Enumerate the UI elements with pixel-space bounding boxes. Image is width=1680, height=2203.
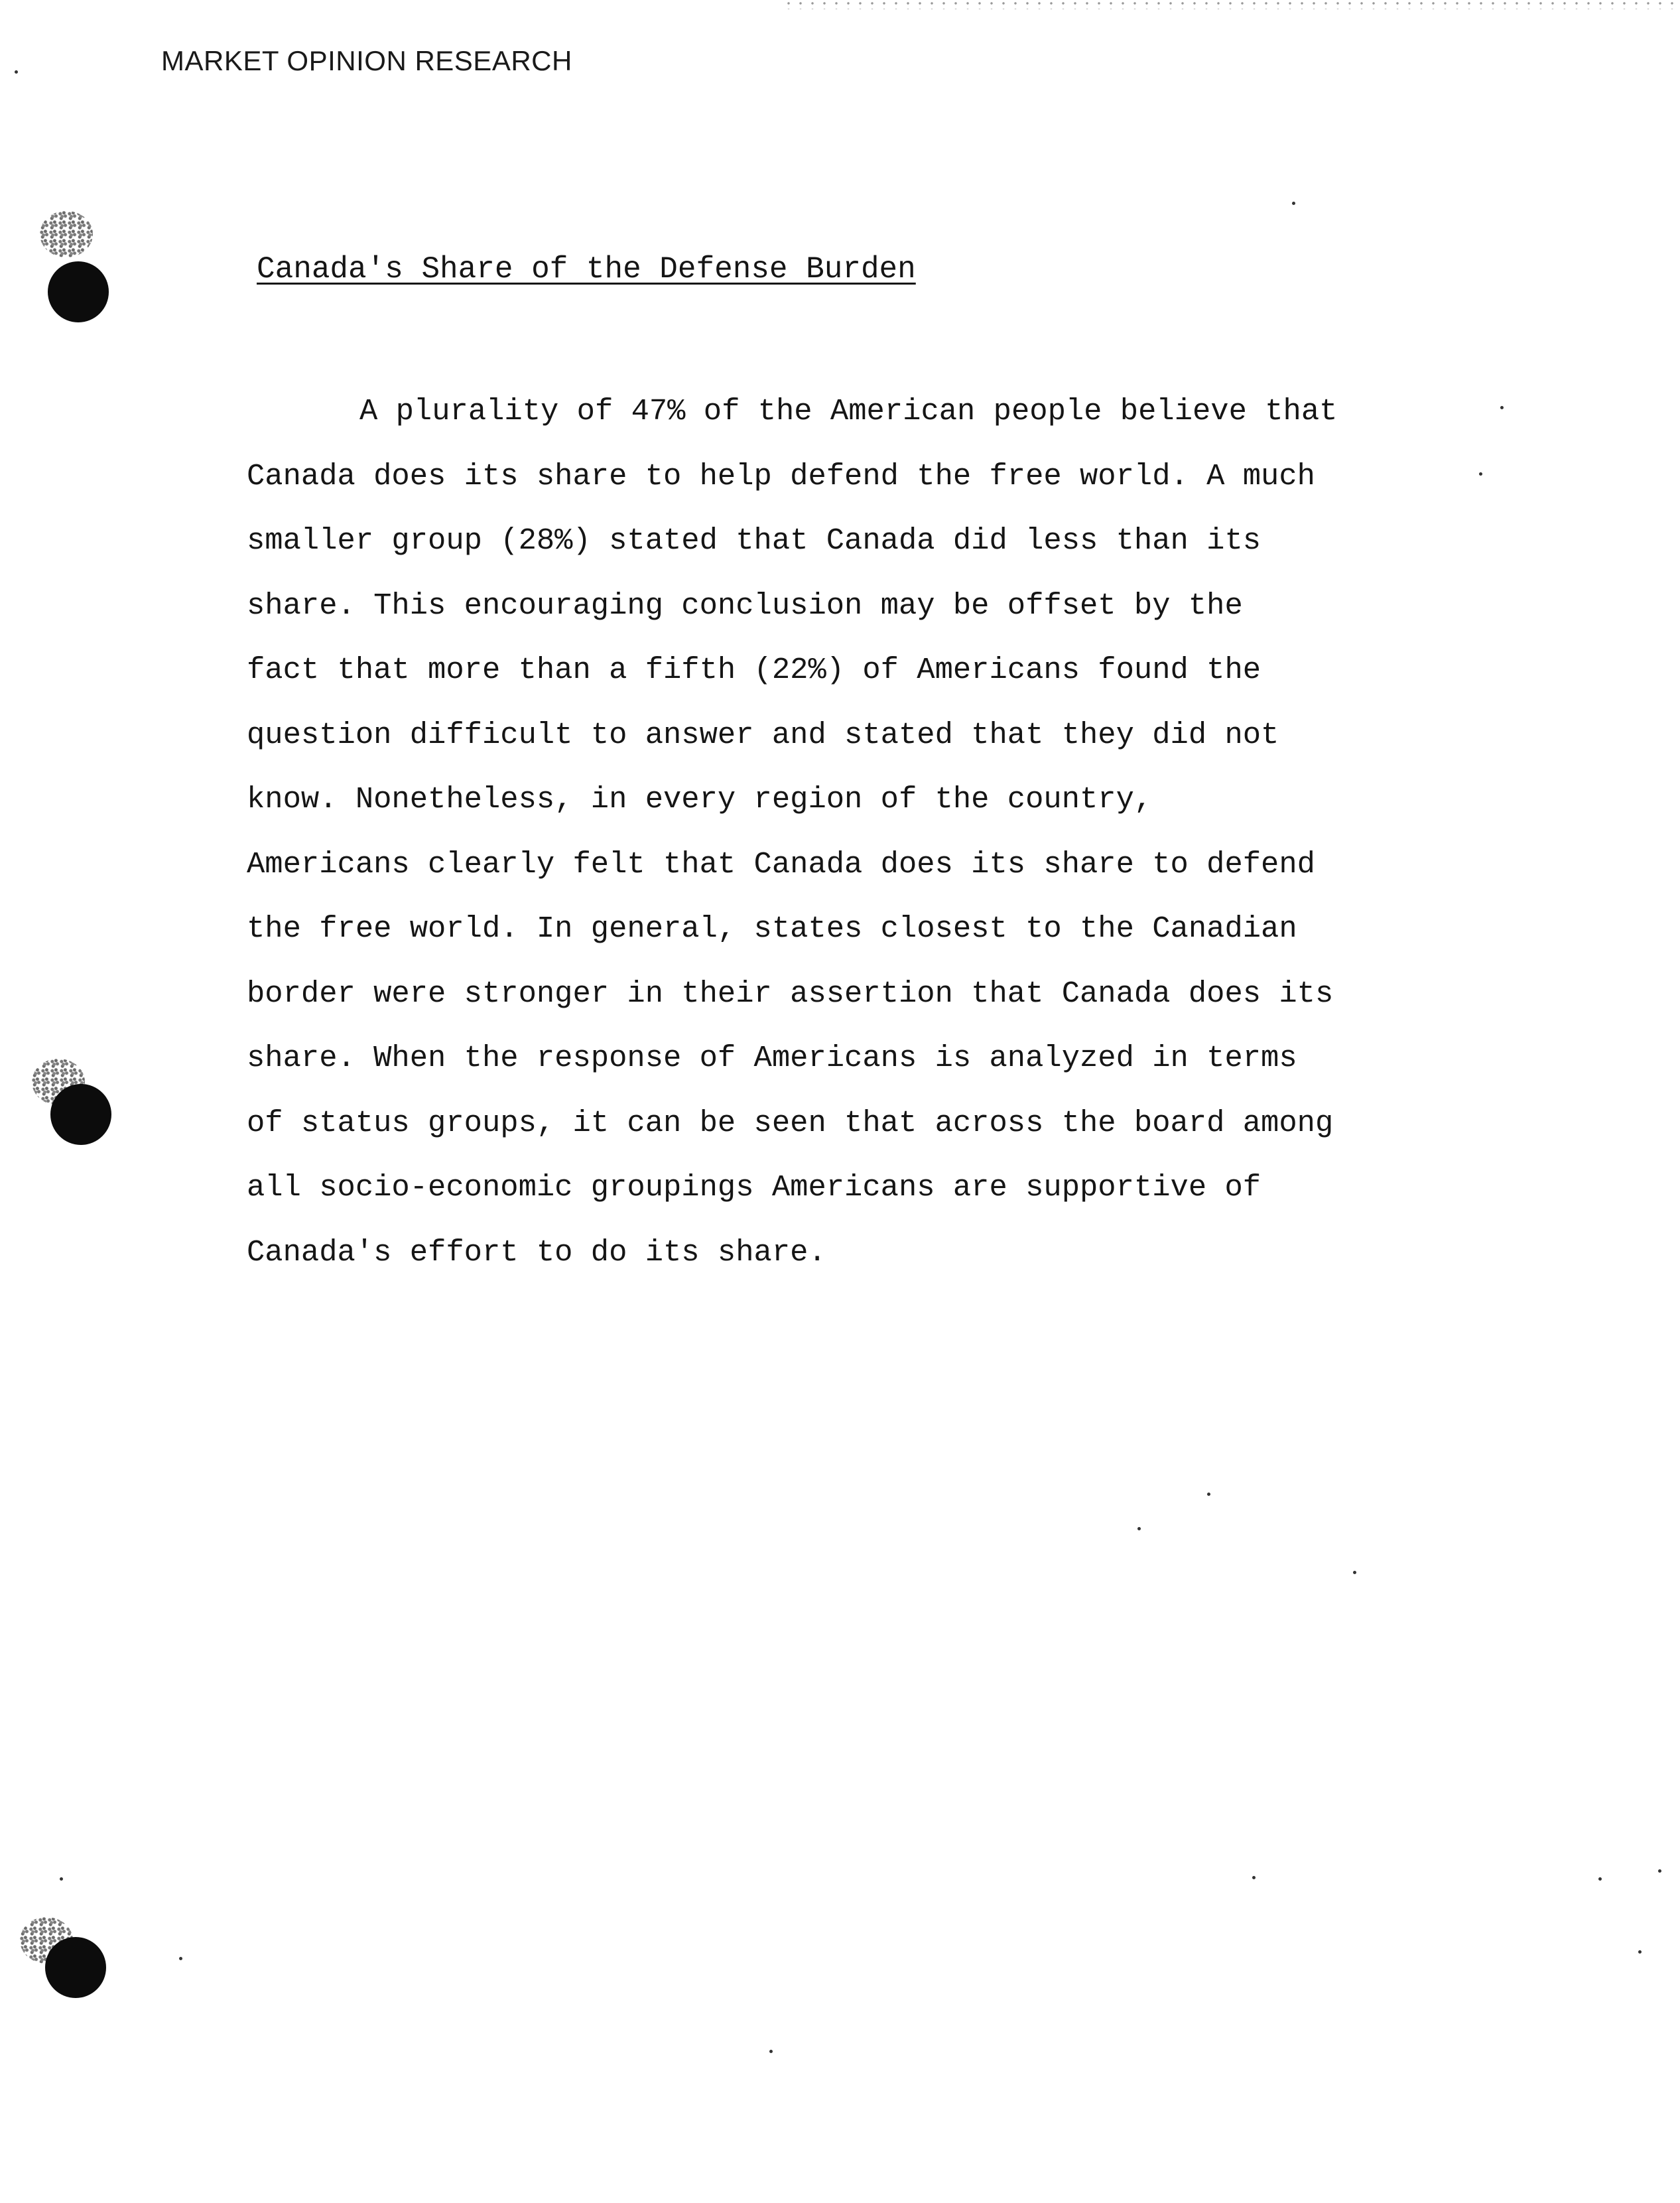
scan-speck [1638,1950,1642,1954]
binder-hole-speckle-top [40,211,93,257]
scan-speck [1207,1493,1210,1496]
paragraph-line: fact that more than a fifth (22%) of Americans found the [247,653,1261,687]
binder-hole-bottom [45,1937,106,1998]
scan-speck [1137,1527,1141,1530]
organization-header: MARKET OPINION RESEARCH [161,45,572,76]
paragraph-line: border were stronger in their assertion that Canada does its [247,976,1334,1011]
paragraph-line: smaller group (28%) stated that Canada did less than its [247,523,1261,558]
scan-speck [15,70,18,74]
paragraph-line: A plurality of 47% of the American people believe that [359,394,1338,429]
paragraph-line: all socio-economic groupings Americans are supportive of [247,1170,1261,1205]
scan-noise-top-edge [783,0,1680,9]
paragraph-line: share. When the response of Americans is analyzed in terms [247,1041,1297,1075]
scan-speck [1252,1876,1256,1879]
scan-speck [1292,202,1295,205]
paragraph-line: share. This encouraging conclusion may be offset by the [247,588,1243,623]
scan-speck [1479,472,1482,476]
section-title: Canada's Share of the Defense Burden [257,252,916,287]
paragraph-line: the free world. In general, states closest to the Canadian [247,911,1297,946]
scan-speck [179,1957,182,1960]
scan-speck [1658,1869,1661,1873]
scan-speck [1598,1877,1602,1881]
scan-speck [769,2050,773,2053]
paragraph-line: question difficult to answer and stated that they did not [247,717,1279,752]
scan-speck [1353,1571,1356,1574]
binder-hole-top [48,261,109,322]
paragraph-line: Canada's effort to do its share. [247,1235,826,1270]
binder-hole-middle [50,1084,111,1145]
scan-speck [60,1877,63,1881]
paragraph-line: Americans clearly felt that Canada does its share to defend [247,846,1315,882]
scan-speck [1500,406,1504,409]
body-paragraph [247,379,1494,1285]
paragraph-line: Canada does its share to help defend the free world. A much [247,458,1315,494]
paragraph-line: of status groups, it can be seen that across the board among [247,1105,1334,1140]
paragraph-line: know. Nonetheless, in every region of the country, [247,782,1153,817]
